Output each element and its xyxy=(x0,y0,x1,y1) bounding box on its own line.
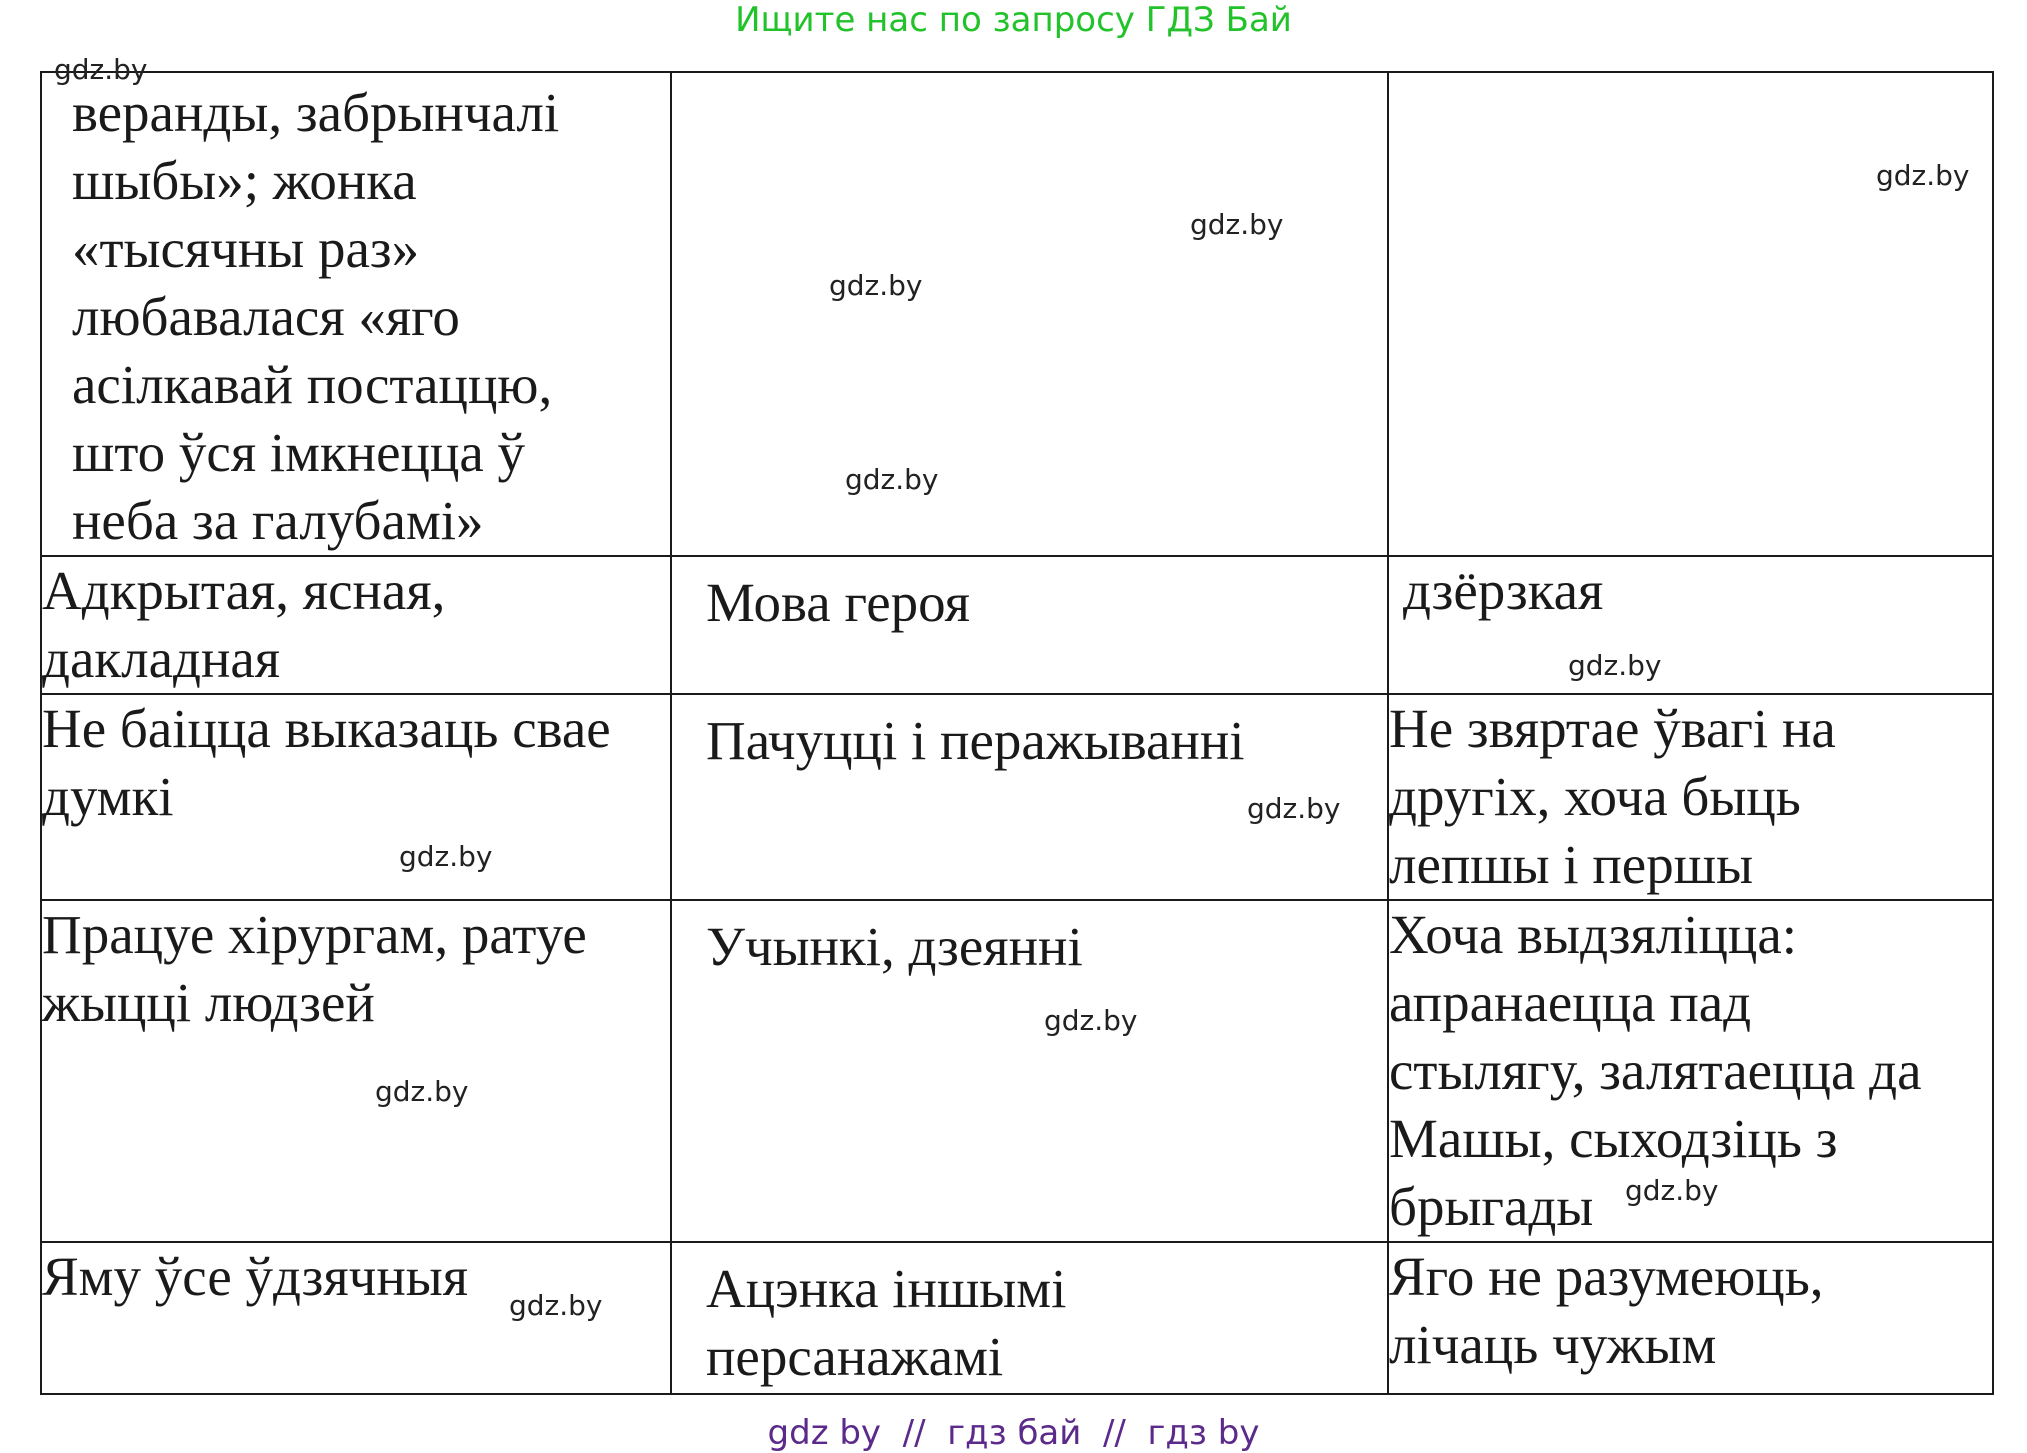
cell-text: Мова героя xyxy=(706,572,970,633)
table-row xyxy=(41,556,1993,694)
footer-links: gdz by // гдз бай // гдз by xyxy=(767,1413,1260,1453)
table-cell xyxy=(41,694,671,900)
watermark: gdz.by xyxy=(375,1075,469,1108)
watermark: gdz.by xyxy=(1190,208,1284,241)
table-row xyxy=(41,72,1993,556)
cell-text: Пачуцці і перажыванні xyxy=(706,710,1245,771)
table-cell xyxy=(41,900,671,1242)
table-cell xyxy=(41,556,671,694)
cell-text: дзёрзкая xyxy=(1403,560,1604,621)
table-cell xyxy=(671,556,1388,694)
table-cell xyxy=(1388,694,1993,900)
watermark: gdz.by xyxy=(1568,649,1662,682)
watermark: gdz.by xyxy=(1876,159,1970,192)
cell-text: Працуе хірургам, ратуе жыцці людзей xyxy=(42,904,587,1033)
cell-text: Учынкі, дзеянні xyxy=(706,916,1083,977)
table-cell xyxy=(671,72,1388,556)
watermark: gdz.by xyxy=(509,1289,603,1322)
watermark: gdz.by xyxy=(1247,792,1341,825)
table-cell xyxy=(1388,1242,1993,1394)
watermark: gdz.by xyxy=(54,53,148,86)
table-cell xyxy=(1388,556,1993,694)
watermark: gdz.by xyxy=(1044,1004,1138,1037)
cell-text: Не звяртае ўвагі на другіх, хоча быць лепшы і першы xyxy=(1389,698,1836,895)
search-banner: Ищите нас по запросу ГДЗ Бай xyxy=(735,0,1292,40)
cell-text: Адкрытая, ясная, дакладная xyxy=(42,560,446,689)
table-cell xyxy=(41,72,671,556)
table-cell xyxy=(671,900,1388,1242)
watermark: gdz.by xyxy=(829,269,923,302)
cell-text: веранды, забрынчалі шыбы»; жонка «тысячны раз» любавалася «яго асілкавай постаццю, што ўся імкнецца ў неба за галубамі» xyxy=(72,82,560,551)
table-row xyxy=(41,694,1993,900)
watermark: gdz.by xyxy=(1625,1174,1719,1207)
cell-text: Хоча выдзяліцца: апранаецца пад стылягу, залятаецца да Машы, сыходзіць з брыгады xyxy=(1389,904,1922,1237)
cell-text: Яго не разумеюць, лічаць чужым xyxy=(1389,1246,1824,1375)
cell-text: Яму ўсе ўдзячныя xyxy=(42,1246,469,1307)
watermark: gdz.by xyxy=(845,463,939,496)
table-row xyxy=(41,1242,1993,1394)
table-cell xyxy=(671,1242,1388,1394)
watermark: gdz.by xyxy=(399,840,493,873)
table-cell xyxy=(1388,72,1993,556)
cell-text: Не баіцца выказаць свае думкі xyxy=(42,698,611,827)
cell-text: Ацэнка іншымі персанажамі xyxy=(706,1258,1067,1387)
